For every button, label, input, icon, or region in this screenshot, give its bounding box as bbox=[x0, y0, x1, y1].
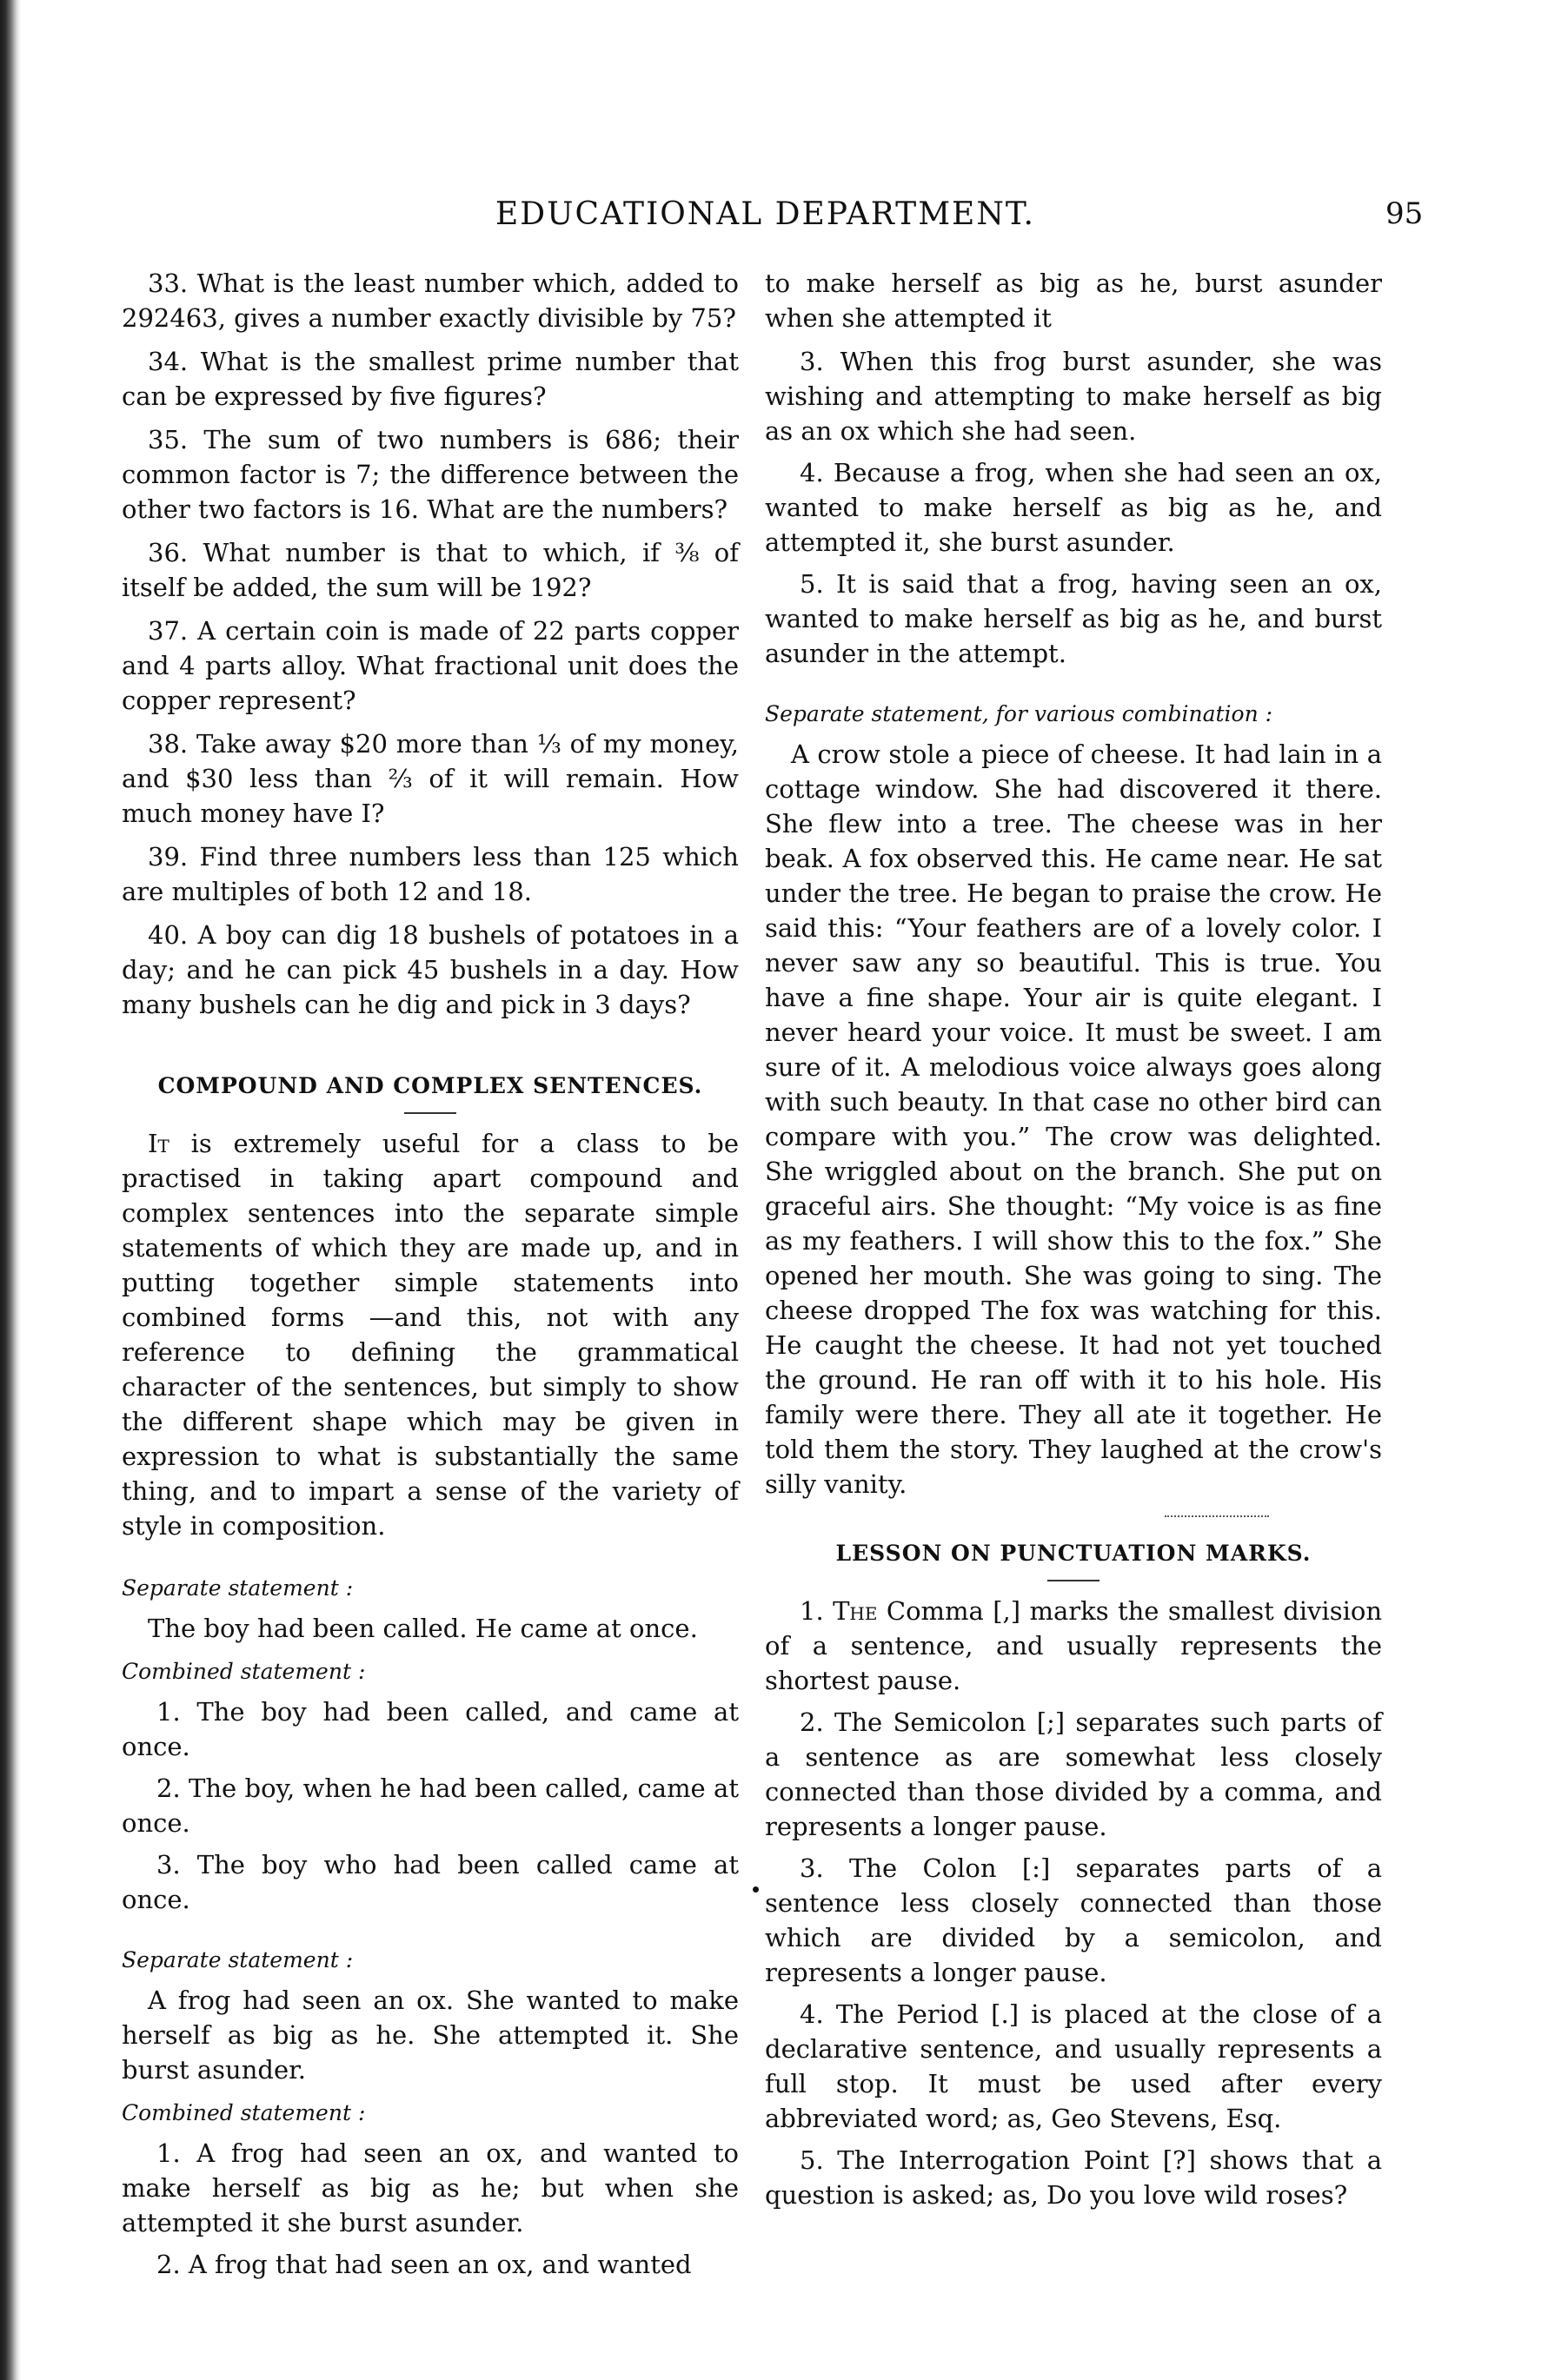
right-column bbox=[765, 266, 1382, 2219]
print-speck bbox=[753, 1886, 759, 1893]
crow-story-paragraph: A crow stole a piece of cheese. It had lain in a cottage window. She had discovered it there. She flew into a tree. The cheese was in her beak. A fox observed this. He came near. He sat under the tree. He began to praise the crow. He said this: “Your feathers are of a lovely color. I never saw any so beautiful. This is true. You have a fine shape. Your air is quite elegant. I never heard your voice. It must be sweet. I am sure of it. A melodious voice always goes along with such beauty. In that case no other bird can compare with you.” The crow was delighted. She wriggled about on the branch. She put on graceful airs. She thought: “My voice is as fine as my feathers. I will show this to the fox.” She opened her mouth. She was going to sing. The cheese dropped The fox was watching for this. He caught the cheese. It had not yet touched the ground. He ran off with it to his hole. His family were there. They all ate it together. He told them the story. They laughed at the crow's silly vanity. bbox=[765, 739, 1382, 1499]
punctuation-period: 4. The Period [.] is placed at the close of a declarative sentence, and usually represents a full stop. It must be used after every abbreviated word; as, Geo Stevens, Esq. bbox=[765, 1999, 1382, 2133]
punctuation-comma bbox=[765, 1594, 1382, 1698]
combined-frog-2: 2. A frog that had seen an ox, and wanted bbox=[156, 2250, 692, 2279]
separate-statement-boy: The boy had been called. He came at once. bbox=[148, 1614, 698, 1643]
combined-frog-3: 3. When this frog burst asunder, she was wishing and attempting to make herself as big as an ox which she had seen. bbox=[765, 347, 1382, 446]
punctuation-comma-text: Comma [,] marks the smallest division of a sentence, and usually represents the shortest pause. bbox=[765, 1596, 1382, 1695]
question-39: 39. Find three numbers less than 125 which are multiples of both 12 and 18. bbox=[122, 842, 739, 906]
compound-sentences-heading: COMPOUND AND COMPLEX SENTENCES. bbox=[157, 1073, 703, 1098]
heading-rule-2 bbox=[1047, 1580, 1100, 1581]
separate-statement-frog: A frog had seen an ox. She wanted to make herself as big as he. She attempted it. She burst asunder. bbox=[122, 1986, 739, 2085]
combined-boy-3: 3. The boy who had been called came at once. bbox=[122, 1850, 739, 1914]
page-binding-edge bbox=[0, 0, 21, 2380]
section-divider bbox=[1165, 1515, 1269, 1517]
intro-body: is extremely useful for a class to be practised in taking apart compound and complex sentences into the separate simple statements of which they are made up, and in putting together simple statements into combined forms —and this, not with any reference to defining the grammatical character of the sentences, but simply to show the different shape which may be given in expression to what is substantially the same thing, and to impart a sense of the variety of style in composition. bbox=[122, 1129, 739, 1541]
question-35: 35. The sum of two numbers is 686; their common factor is 7; the difference between the other two factors is 16. What are the numbers? bbox=[122, 425, 739, 524]
punctuation-semicolon: 2. The Semicolon [;] separates such parts of a sentence as are somewhat less closely connected than those divided by a comma, and represents a longer pause. bbox=[765, 1707, 1382, 1841]
punctuation-interrogation: 5. The Interrogation Point [?] shows that a question is asked; as, Do you love wild roses? bbox=[765, 2145, 1382, 2210]
page-number: 95 bbox=[1385, 196, 1424, 231]
combined-frog-2-continued: to make herself as big as he, burst asunder when she attempted it bbox=[765, 268, 1382, 333]
question-36: 36. What number is that to which, if ⅜ of itself be added, the sum will be 192? bbox=[122, 538, 739, 602]
label-separate-statement-frog: Separate statement : bbox=[122, 1947, 354, 1972]
compound-intro-paragraph bbox=[122, 1126, 739, 1543]
heading-rule bbox=[404, 1112, 456, 1114]
label-combined-statement: Combined statement : bbox=[122, 1659, 366, 1684]
punctuation-colon: 3. The Colon [:] separates parts of a sentence less closely connected than those which are divided by a semicolon, and represents a longer pause. bbox=[765, 1853, 1382, 1987]
intro-lead-word: It bbox=[148, 1129, 169, 1158]
question-34: 34. What is the smallest prime number that can be expressed by five figures? bbox=[122, 347, 739, 411]
label-separate-various: Separate statement, for various combination : bbox=[765, 701, 1273, 726]
combined-boy-2: 2. The boy, when he had been called, came at once. bbox=[122, 1773, 739, 1838]
combined-frog-5: 5. It is said that a frog, having seen an ox, wanted to make herself as big as he, and burst asunder in the attempt. bbox=[765, 569, 1382, 668]
combined-frog-4: 4. Because a frog, when she had seen an ox, wanted to make herself as big as he, and attempted it, she burst asunder. bbox=[765, 458, 1382, 557]
question-38: 38. Take away $20 more than ⅓ of my money, and $30 less than ⅔ of it will remain. How much money have I? bbox=[122, 729, 739, 828]
running-title: EDUCATIONAL DEPARTMENT. bbox=[495, 196, 1035, 232]
punctuation-heading: LESSON ON PUNCTUATION MARKS. bbox=[835, 1541, 1312, 1566]
punctuation-lead: 1. The bbox=[800, 1596, 878, 1626]
question-33: 33. What is the least number which, added to 292463, gives a number exactly divisible by 75? bbox=[122, 268, 739, 333]
combined-frog-1: 1. A frog had seen an ox, and wanted to make herself as big as he; but when she attempted it she burst asunder. bbox=[122, 2138, 739, 2237]
label-combined-statement-frog: Combined statement : bbox=[122, 2100, 366, 2125]
label-separate-statement: Separate statement : bbox=[122, 1575, 354, 1601]
left-column bbox=[122, 266, 739, 2289]
question-40: 40. A boy can dig 18 bushels of potatoes in a day; and he can pick 45 bushels in a day. How many bushels can he dig and pick in 3 days? bbox=[122, 920, 739, 1019]
combined-boy-1: 1. The boy had been called, and came at once. bbox=[122, 1697, 739, 1761]
question-37: 37. A certain coin is made of 22 parts copper and 4 parts alloy. What fractional unit does the copper represent? bbox=[122, 616, 739, 715]
